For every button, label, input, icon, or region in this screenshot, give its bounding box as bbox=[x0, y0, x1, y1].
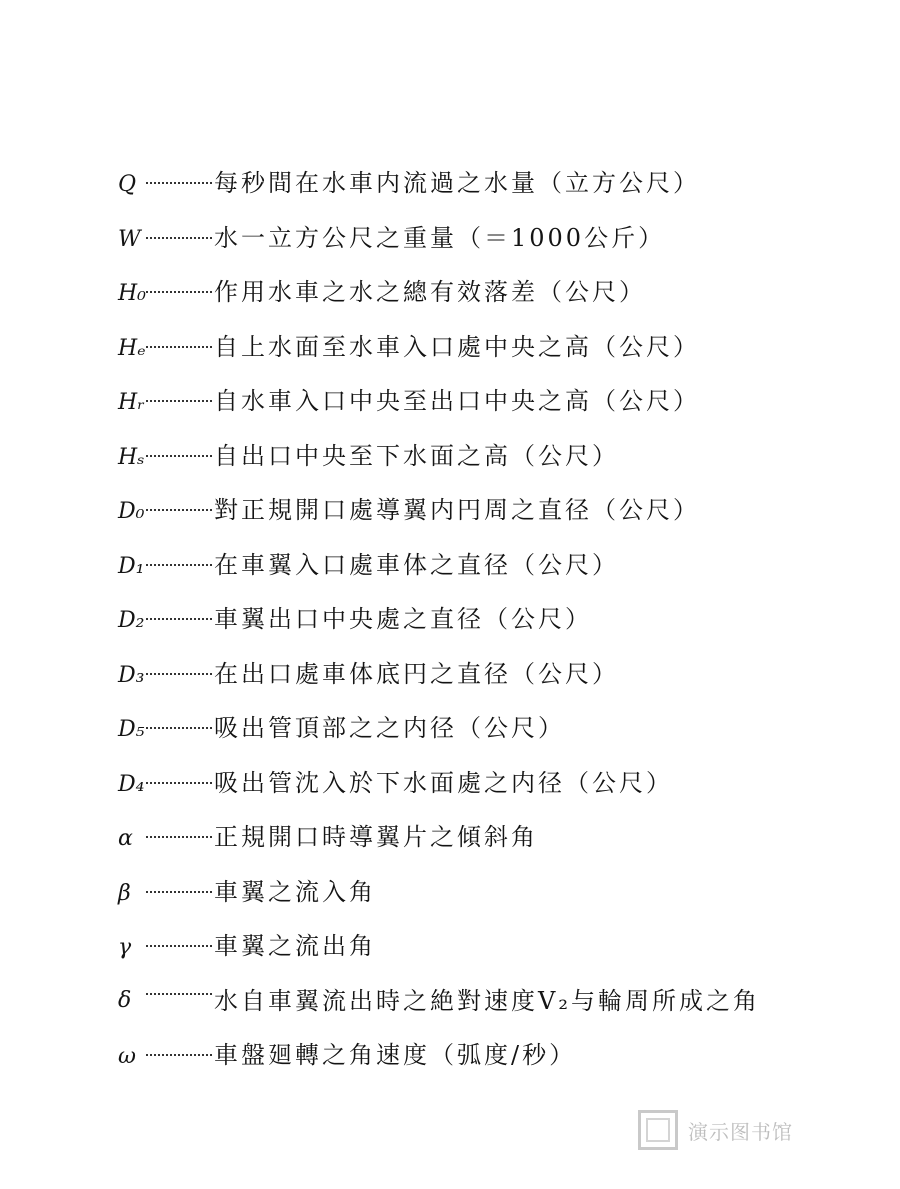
dotted-leader bbox=[144, 899, 214, 900]
definition-row-h0 bbox=[118, 265, 858, 320]
symbol: D₅ bbox=[118, 717, 145, 742]
definition-row-alpha bbox=[118, 810, 858, 865]
symbol: Q bbox=[118, 172, 137, 197]
definition-row-d4 bbox=[118, 756, 858, 811]
definition-text: 車盤廻轉之角速度（弧度/秒） bbox=[214, 1041, 577, 1069]
definition-row-gamma bbox=[118, 919, 858, 974]
definition-text: 作用水車之水之總有效落差（公尺） bbox=[214, 278, 646, 306]
dotted-leader bbox=[144, 517, 214, 518]
definition-text: 車翼出口中央處之直径（公尺） bbox=[214, 605, 592, 633]
definition-row-hs bbox=[118, 429, 858, 484]
definition-text: 在車翼入口處車体之直径（公尺） bbox=[214, 550, 619, 579]
definition-row-w bbox=[118, 211, 858, 266]
dotted-leader bbox=[144, 735, 214, 736]
symbol: D₃ bbox=[118, 662, 145, 688]
symbol: D₁ bbox=[118, 553, 145, 579]
definition-text: 在出口處車体底円之直径（公尺） bbox=[214, 659, 619, 688]
definition-row-d1 bbox=[118, 538, 858, 593]
definition-row-hr bbox=[118, 374, 858, 429]
definition-text: 對正規開口處導翼内円周之直径（公尺） bbox=[214, 496, 700, 524]
definition-text: 自水車入口中央至出口中央之高（公尺） bbox=[214, 387, 700, 415]
watermark-text: 演示图书馆 bbox=[688, 1120, 793, 1144]
definition-row-d3 bbox=[118, 647, 858, 702]
definition-row-he bbox=[118, 320, 858, 375]
library-seal-icon bbox=[638, 1110, 678, 1150]
dotted-leader bbox=[144, 1001, 214, 1002]
definition-text: 水一立方公尺之重量（＝1000公斤） bbox=[214, 223, 666, 252]
definition-text: 吸出管沈入於下水面處之内径（公尺） bbox=[214, 768, 673, 797]
definition-row-d2 bbox=[118, 592, 858, 647]
definition-text: 正規開口時導翼片之傾斜角 bbox=[214, 823, 538, 851]
dotted-leader bbox=[144, 844, 214, 845]
symbol: δ bbox=[118, 987, 132, 1013]
symbol: Hₑ bbox=[118, 335, 146, 361]
dotted-leader bbox=[144, 190, 214, 191]
definition-row-q bbox=[118, 156, 858, 211]
symbol: Hₛ bbox=[118, 444, 145, 470]
definition-text: 車翼之流入角 bbox=[214, 877, 376, 906]
definition-row-delta bbox=[118, 974, 858, 1029]
dotted-leader bbox=[144, 354, 214, 355]
dotted-leader bbox=[144, 245, 214, 246]
symbol: H₀ bbox=[118, 281, 147, 306]
definition-row-d0 bbox=[118, 483, 858, 538]
symbol: ω bbox=[118, 1044, 136, 1069]
dotted-leader bbox=[144, 408, 214, 409]
dotted-leader bbox=[144, 681, 214, 682]
symbol: Hᵣ bbox=[118, 390, 145, 415]
symbol: β bbox=[118, 880, 131, 906]
symbol: α bbox=[118, 826, 133, 851]
definition-text: 自上水面至水車入口處中央之高（公尺） bbox=[214, 332, 700, 361]
symbol: D₀ bbox=[118, 499, 145, 524]
dotted-leader bbox=[144, 953, 214, 954]
dotted-leader bbox=[144, 626, 214, 627]
definition-text: 每秒間在水車内流過之水量（立方公尺） bbox=[214, 169, 700, 197]
definition-row-omega bbox=[118, 1028, 858, 1083]
dotted-leader bbox=[144, 790, 214, 791]
dotted-leader bbox=[144, 299, 214, 300]
definition-text: 車翼之流出角 bbox=[214, 932, 376, 960]
symbol: W bbox=[118, 226, 141, 252]
symbol: γ bbox=[118, 935, 132, 960]
symbol: D₂ bbox=[118, 608, 145, 633]
dotted-leader bbox=[144, 463, 214, 464]
dotted-leader bbox=[144, 572, 214, 573]
definition-row-beta bbox=[118, 865, 858, 920]
symbol-definition-list bbox=[118, 156, 858, 1083]
definition-text: 水自車翼流出時之絶對速度V₂与輪周所成之角 bbox=[214, 986, 760, 1015]
definition-text: 自出口中央至下水面之高（公尺） bbox=[214, 441, 619, 470]
dotted-leader bbox=[144, 1062, 214, 1063]
symbol: D₄ bbox=[118, 771, 145, 797]
definition-row-d5 bbox=[118, 701, 858, 756]
definition-text: 吸出管頂部之之内径（公尺） bbox=[214, 714, 565, 742]
